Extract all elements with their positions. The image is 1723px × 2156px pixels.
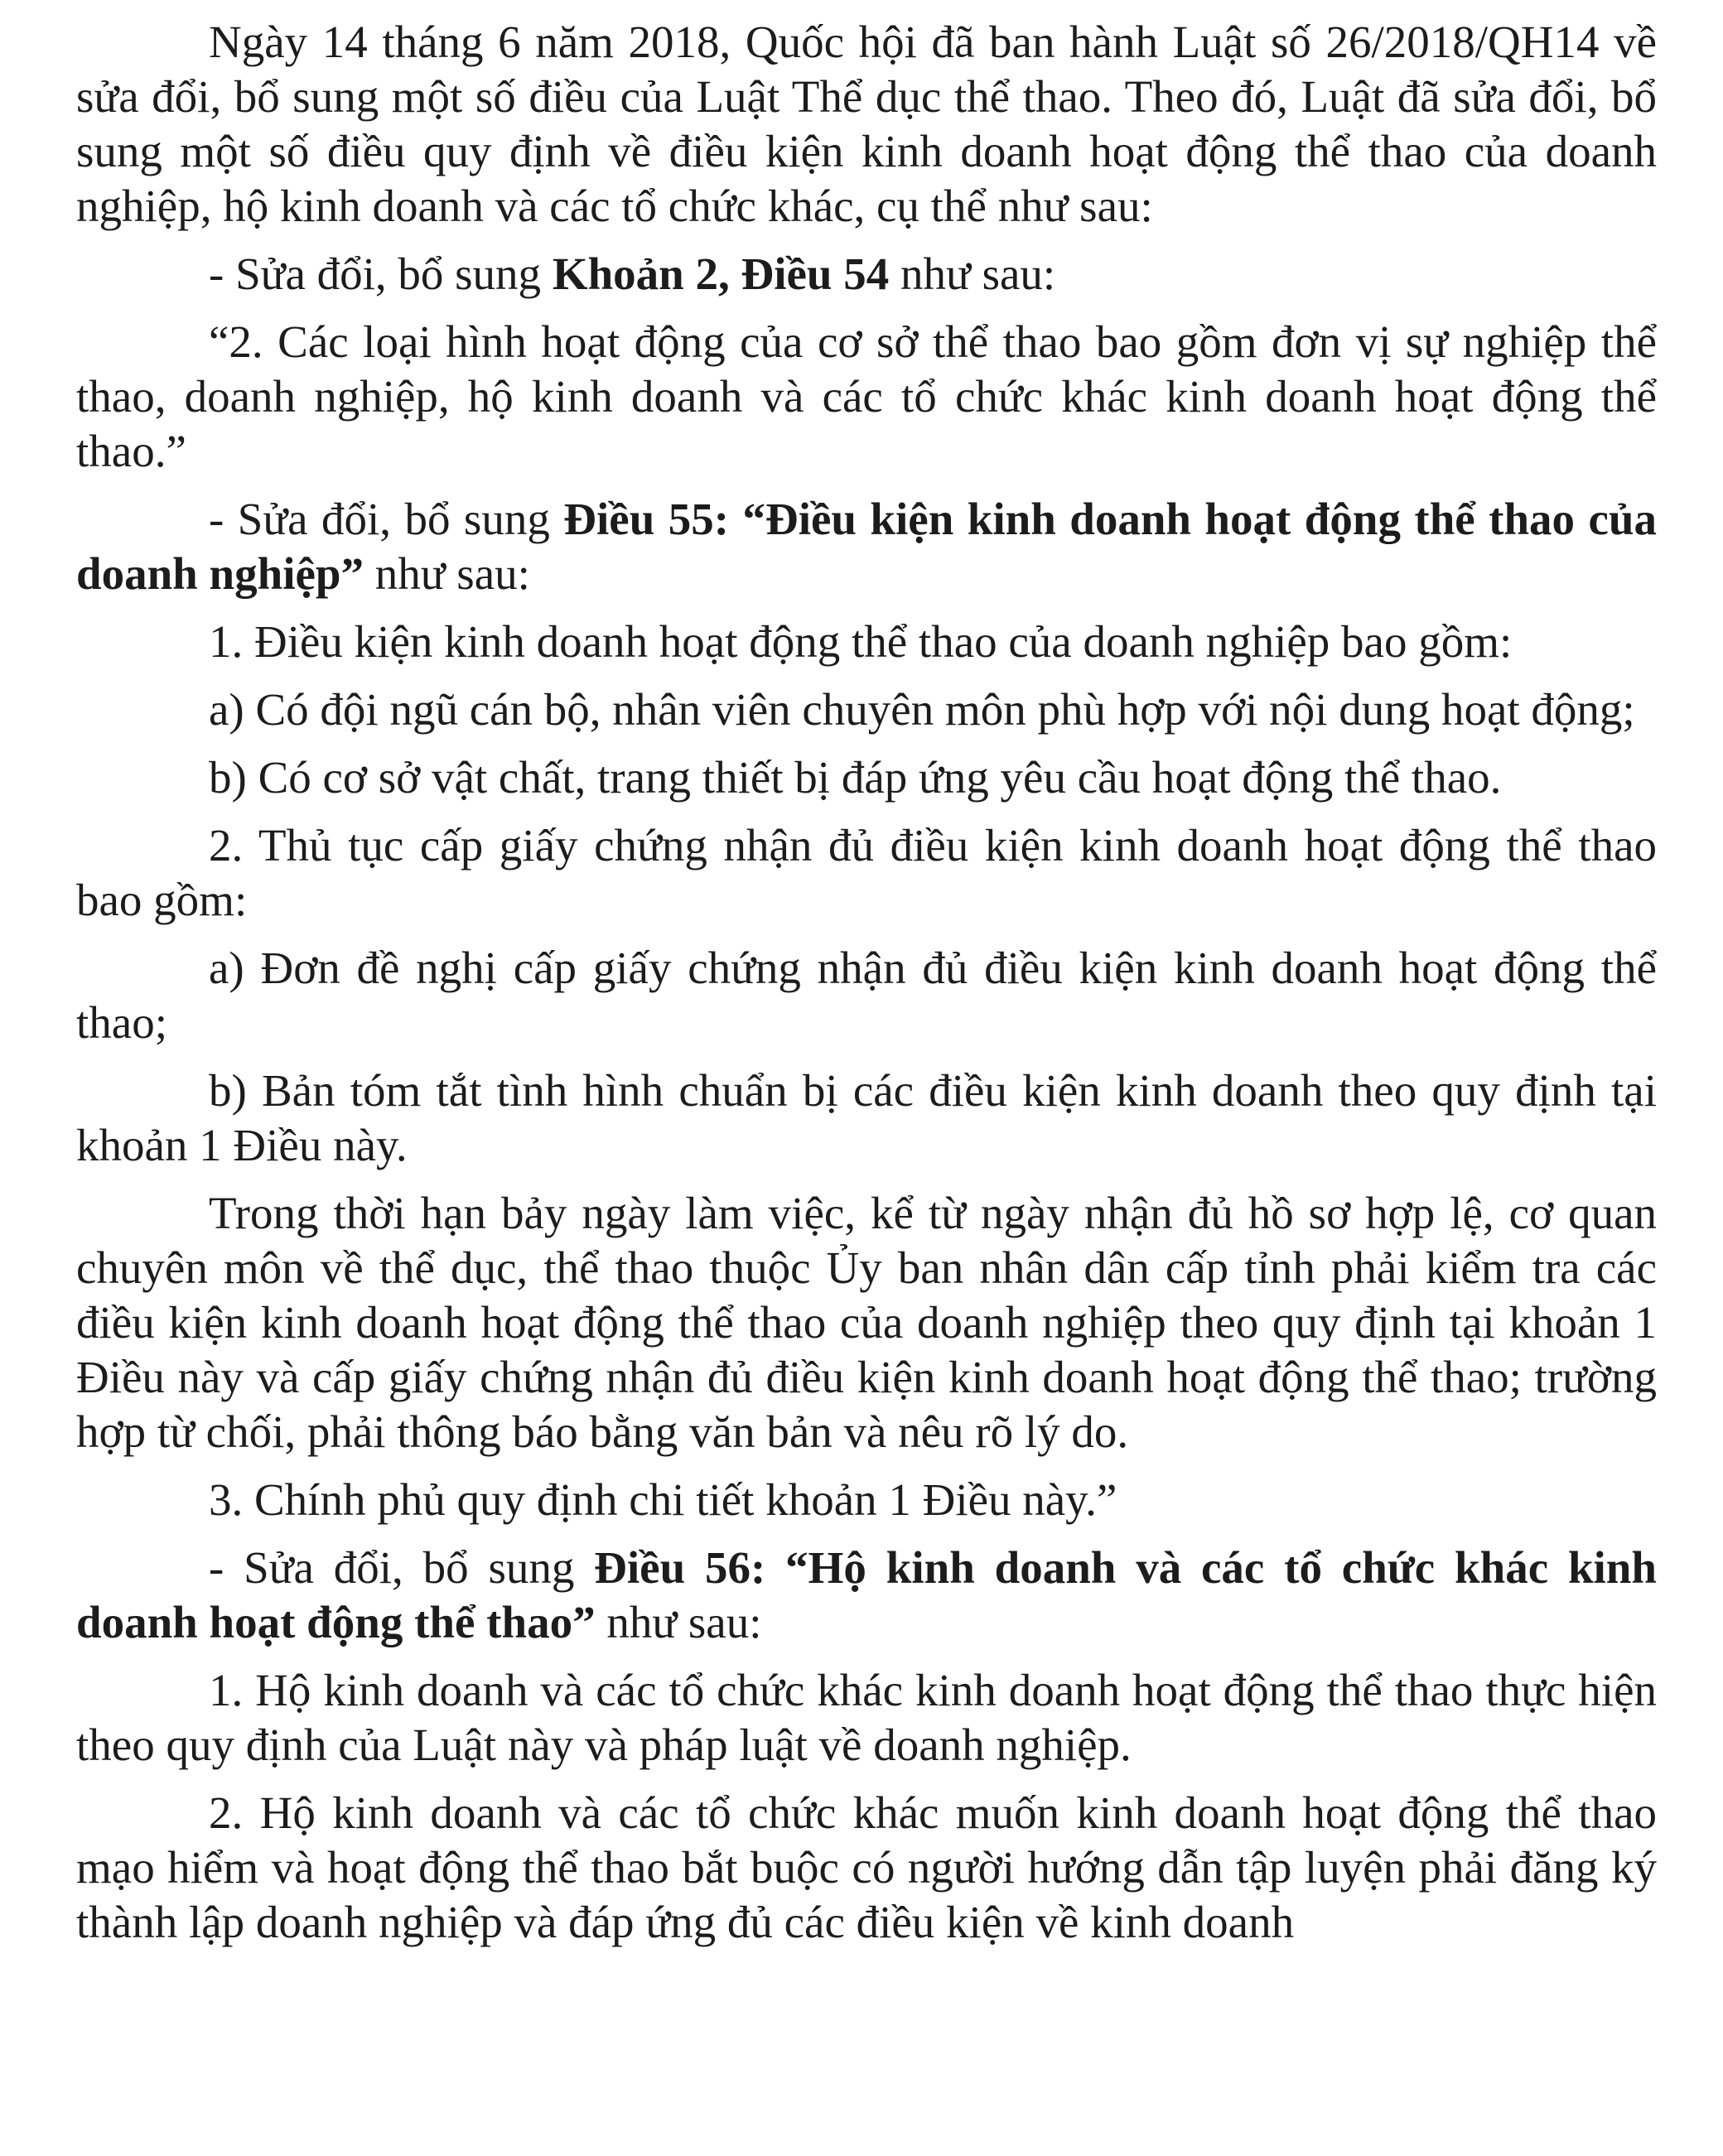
article-55-item-1a: a) Có đội ngũ cán bộ, nhân viên chuyên môn phù hợp với nội dung hoạt động; (209, 684, 1635, 735)
amendment-clause-2-article-54 (76, 247, 1657, 301)
amendment-reference: Điều 56: “Hộ kinh doanh và các tổ chức khác kinh doanh hoạt động thể thao” (76, 1542, 1657, 1647)
amendment-reference: Khoản 2, Điều 54 (552, 248, 890, 299)
amendment-reference: Điều 55: “Điều kiện kinh doanh hoạt động thể thao của doanh nghiệp” (76, 494, 1658, 599)
article-56-item-1: 1. Hộ kinh doanh và các tổ chức khác kinh doanh hoạt động thể thao thực hiện theo quy định của Luật này và pháp luật về doanh nghiệp. (76, 1665, 1657, 1770)
amendment-suffix: như sau: (363, 548, 530, 599)
amendment-article-55 (76, 492, 1657, 601)
amendment-suffix: như sau: (595, 1597, 762, 1647)
article-55-deadline-paragraph: Trong thời hạn bảy ngày làm việc, kể từ ngày nhận đủ hồ sơ hợp lệ, cơ quan chuyên môn về thể dục, thể thao thuộc Ủy ban nhân dân cấp tỉnh phải kiểm tra các điều kiện kinh doanh hoạt động thể thao của doanh nghiệp theo quy định tại khoản 1 Điều này và cấp giấy chứng nhận đủ điều kiện kinh doanh hoạt động thể thao; trường hợp từ chối, phải thông báo bằng văn bản và nêu rõ lý do. (76, 1188, 1657, 1457)
article-55-item-2a: a) Đơn đề nghị cấp giấy chứng nhận đủ điều kiện kinh doanh hoạt động thể thao; (76, 943, 1657, 1048)
article-55-item-3: 3. Chính phủ quy định chi tiết khoản 1 Điều này.” (209, 1474, 1117, 1525)
amendment-prefix: - Sửa đổi, bổ sung (209, 494, 564, 544)
amendment-suffix: như sau: (889, 248, 1056, 299)
article-55-item-1b: b) Có cơ sở vật chất, trang thiết bị đáp ứng yêu cầu hoạt động thể thao. (209, 752, 1502, 803)
intro-paragraph: Ngày 14 tháng 6 năm 2018, Quốc hội đã ban hành Luật số 26/2018/QH14 về sửa đổi, bổ sung một số điều của Luật Thể dục thể thao. Theo đó, Luật đã sửa đổi, bổ sung một số điều quy định về điều kiện kinh doanh hoạt động thể thao của doanh nghiệp, hộ kinh doanh và các tổ chức khác, cụ thể như sau: (76, 17, 1657, 231)
article-55-item-1: 1. Điều kiện kinh doanh hoạt động thể thao của doanh nghiệp bao gồm: (209, 616, 1513, 667)
amendment-prefix: - Sửa đổi, bổ sung (209, 248, 553, 299)
article-56-item-2: 2. Hộ kinh doanh và các tổ chức khác muốn kinh doanh hoạt động thể thao mạo hiểm và hoạt động thể thao bắt buộc có người hướng dẫn tập luyện phải đăng ký thành lập doanh nghiệp và đáp ứng đủ các điều kiện về kinh doanh (76, 1787, 1657, 1947)
article-55-item-2b: b) Bản tóm tắt tình hình chuẩn bị các điều kiện kinh doanh theo quy định tại khoản 1 Điều này. (76, 1065, 1657, 1170)
amendment-prefix: - Sửa đổi, bổ sung (209, 1542, 595, 1593)
article-55-item-2: 2. Thủ tục cấp giấy chứng nhận đủ điều kiện kinh doanh hoạt động thể thao bao gồm: (76, 820, 1657, 925)
quoted-clause-2: “2. Các loại hình hoạt động của cơ sở thể thao bao gồm đơn vị sự nghiệp thể thao, doanh nghiệp, hộ kinh doanh và các tổ chức khác kinh doanh hoạt động thể thao.” (76, 316, 1657, 476)
amendment-article-56 (76, 1541, 1657, 1650)
